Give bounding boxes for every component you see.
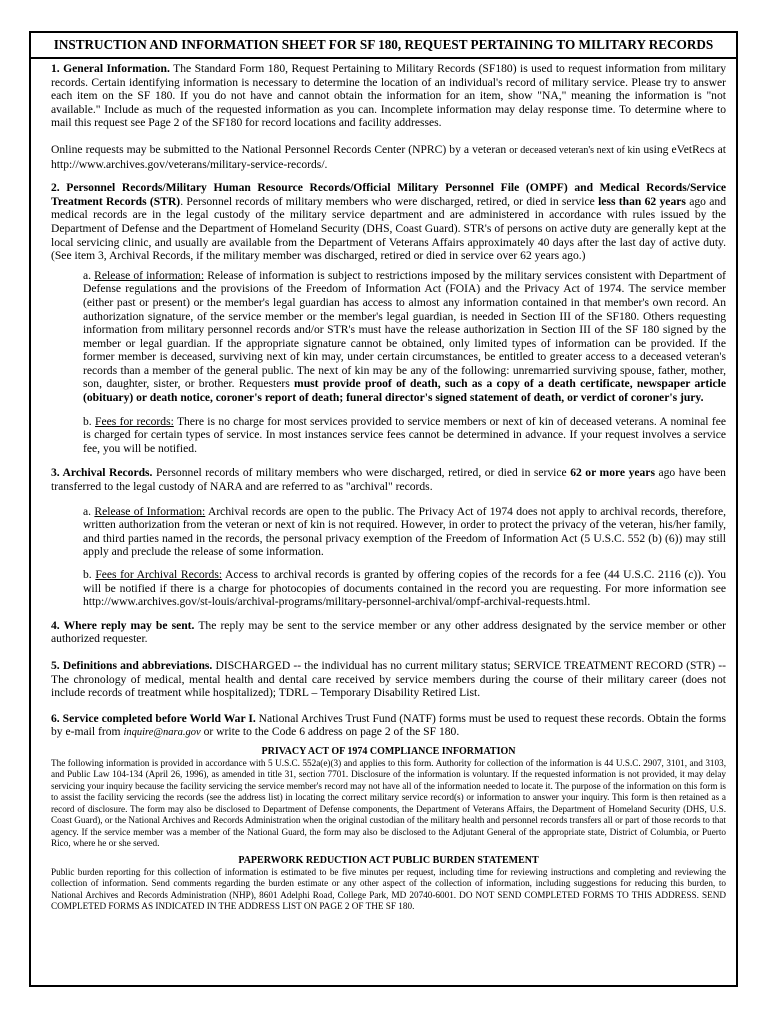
section-general-information	[51, 62, 726, 130]
section-text-1: . Personnel records of military members who were discharged, retired, or died in service	[180, 194, 599, 208]
privacy-act-text: The following information is provided in accordance with 5 U.S.C. 552a(e)(3) and applies to this form. Authority for collection of the information is 44 U.S.C. 2907, 3101, and 3103, and Public Law 104-134 (April 26, 1996), as amended in title 31, section 7701. Disclosure of the information is voluntary. If the requested information is not provided, it may delay servicing your inquiry because the facility servicing the service member's record may not have all of the information needed to locate it. The purpose of the information on this form is to assist the facility servicing the records (see the address list) in locating the correct military service record(s) or information to answer your inquiry. This form is then retained as a record of disclosure. The form may also be disclosed to Department of Defense components, the Department of Veterans Affairs, the Department of Homeland Security (DHS, U.S. Coast Guard), or the National Archives and Records Administration when the original custodian of the military health and personnel records transfers all or part of those records to that agency. If the service member was a member of the National Guard, the form may also be disclosed to the Adjutant General of the appropriate state, District of Columbia, or Puerto Rico, where he or she served.	[51, 757, 726, 849]
section-archival-records	[51, 466, 726, 493]
section-heading: 2. Personnel Records/Military Human Resource Records/Official Military Personnel File (OMPF) and Medical Records/Service Treatment Records (STR)	[51, 181, 726, 208]
instruction-sheet	[29, 31, 738, 987]
section-text: DISCHARGED -- the individual has no current military status; SERVICE TREATMENT RECORD (STR) -- The chronology of medical, mental health and dental care received by service members during the course of their military career (does not include records of treatment while hospitalized); TDRL – Temporary Disability Retired List.	[51, 658, 726, 700]
section-heading: 1. General Information.	[51, 62, 170, 75]
section-before-wwi	[51, 712, 726, 740]
section-definitions	[51, 659, 726, 700]
subsection-text: Access to archival records is granted by offering copies of the records for a fee (44 U.S.C. 2116 (c)). You will be notified if there is a charge for photocopies of documents contained in the record you are requesting. For more information see http://www.archives.gov/st-louis/archival-programs/military-personnel-archival/ompf-archival-requests.html.	[83, 568, 727, 609]
subsection-archival-fees	[83, 568, 726, 609]
section-heading: 5. Definitions and abbreviations.	[51, 658, 213, 672]
subsection-fees-for-records	[83, 415, 726, 456]
online-text-1: Online requests may be submitted to the National Personnel Records Center (NPRC) by a veteran	[51, 142, 510, 156]
email-address: inquire@nara.gov	[123, 727, 201, 739]
section-heading: 4. Where reply may be sent.	[51, 618, 195, 632]
page-title: INSTRUCTION AND INFORMATION SHEET FOR SF 180, REQUEST PERTAINING TO MILITARY RECORDS	[31, 33, 736, 59]
subsection-prefix: b.	[83, 568, 96, 581]
section-text-2: ago have been transferred to the legal custody of NARA and are referred to as "archival" records.	[51, 466, 726, 494]
section-personnel-records	[51, 181, 726, 263]
subsection-text: Archival records are open to the public. The Privacy Act of 1974 does not apply to archival records, therefore, written authorization from the veteran or next of kin is not required. However, in order to protect the privacy of the veteran, his/her family, and third parties named in the records, the personal privacy exemption of the Freedom of Information Act (5 U.S.C. 552 (b) (6)) may still apply and preclude the release of some information.	[83, 504, 726, 559]
section-text-2: or write to the Code 6 address on page 2 of the SF 180.	[200, 725, 460, 739]
subsection-bold: must provide proof of death, such as a copy of a death certificate, newspaper article (obituary) or death notice, coroner's report of death; funeral director's signed statement of death, or verdict of coroner's jury.	[83, 377, 727, 405]
paperwork-act-text: Public burden reporting for this collection of information is estimated to be five minutes per request, including time for reviewing instructions and completing and reviewing the collection of information. Send comments regarding the burden estimate or any other aspect of the collection of information, including suggestions for reducing this burden, to National Archives and Records Administration (NHP), 8601 Adelphi Road, College Park, MD 20740-6001. DO NOT SEND COMPLETED FORMS TO THIS ADDRESS. SEND COMPLETED FORMS AS INDICATED IN THE ADDRESS LIST ON PAGE 2 OF THE SF 180.	[51, 866, 726, 912]
sheet-content	[31, 59, 736, 913]
section-text-2: ago and medical records are in the legal custody of the military service department and are administered in accordance with rules issued by the Department of Defense and the Department of Homeland Security (DHS, Coast Guard). STR's of persons on active duty are generally kept at the local servicing clinic, and usually are available from the Department of Veterans Affairs approximately 40 days after the last day of active duty. (See item 3, Archival Records, if the military member was discharged, retired or died in service over 62 years ago.)	[51, 194, 727, 263]
subsection-label: Fees for Archival Records:	[95, 568, 223, 581]
online-text-small: or deceased veteran's next of kin	[509, 144, 641, 156]
subsection-prefix: b.	[83, 414, 96, 428]
paperwork-act-title: PAPERWORK REDUCTION ACT PUBLIC BURDEN STATEMENT	[238, 854, 539, 866]
privacy-act-title: PRIVACY ACT OF 1974 COMPLIANCE INFORMATION	[261, 745, 516, 757]
online-text-2: using eVetRecs at http://www.archives.gov/veterans/military-service-records/.	[51, 142, 727, 171]
subsection-text: Release of information is subject to restrictions imposed by the military services consistent with Department of Defense regulations and the provisions of the Freedom of Information Act (FOIA) and the Privacy Act of 1974. The service member (either past or present) or the member's legal guardian has access to almost any information contained in that member's own record. An authorization signature, of the service member or the member's legal guardian, is needed in Section III of the SF180. Others requesting information from military personnel records and/or STR's must have the release authorization in Section III of the SF 180 signed by the member or legal guardian. If the appropriate signature cannot be obtained, only limited types of information can be provided. If the former member is deceased, surviving next of kin may, under certain circumstances, be entitled to greater access to a deceased veteran's records than a member of the general public. The next of kin may be any of the following: unremarried surviving spouse, father, mother, son, daughter, sister, or brother. Requesters	[83, 268, 726, 391]
subsection-label: Release of Information:	[94, 504, 206, 518]
section-heading: 6. Service completed before World War I.	[51, 711, 256, 725]
section-bold: 62 or more years	[570, 466, 655, 480]
section-text-1: National Archives Trust Fund (NATF) forms must be used to request these records. Obtain the forms by e-mail from	[51, 711, 726, 739]
section-text-1: Personnel records of military members who were discharged, retired, or died in service	[152, 466, 571, 480]
subsection-archival-release	[83, 505, 726, 559]
section-heading: 3. Archival Records.	[51, 466, 153, 480]
subsection-text: There is no charge for most services provided to service members or next of kin of deceased veterans. A nominal fee is charged for certain types of service. In most instances service fees cannot be determined in advance. If your request involves a service fee, you will be notified.	[83, 414, 726, 455]
online-requests-paragraph	[51, 143, 726, 171]
subsection-prefix: a.	[83, 268, 95, 282]
section-bold: less than 62 years	[598, 194, 686, 208]
subsection-label: Fees for records:	[95, 414, 174, 428]
subsection-release-of-information	[83, 269, 726, 405]
section-text: The Standard Form 180, Request Pertaining to Military Records (SF180) is used to request information from military records. Certain identifying information is necessary to determine the location of an individual's record of military service. Please try to answer each item on the SF 180. If you do not have and cannot obtain the information for an item, show "NA," meaning the information is "not available." Include as much of the requested information as you can. Incomplete information may delay response time. To determine where to mail this request see Page 2 of the SF180 for record locations and facility addresses.	[51, 62, 726, 130]
section-text: The reply may be sent to the service member or any other address designated by the service member or other authorized requester.	[51, 618, 726, 646]
subsection-label: Release of information:	[94, 268, 205, 282]
subsection-prefix: a.	[83, 504, 95, 518]
section-where-reply-sent	[51, 619, 726, 646]
